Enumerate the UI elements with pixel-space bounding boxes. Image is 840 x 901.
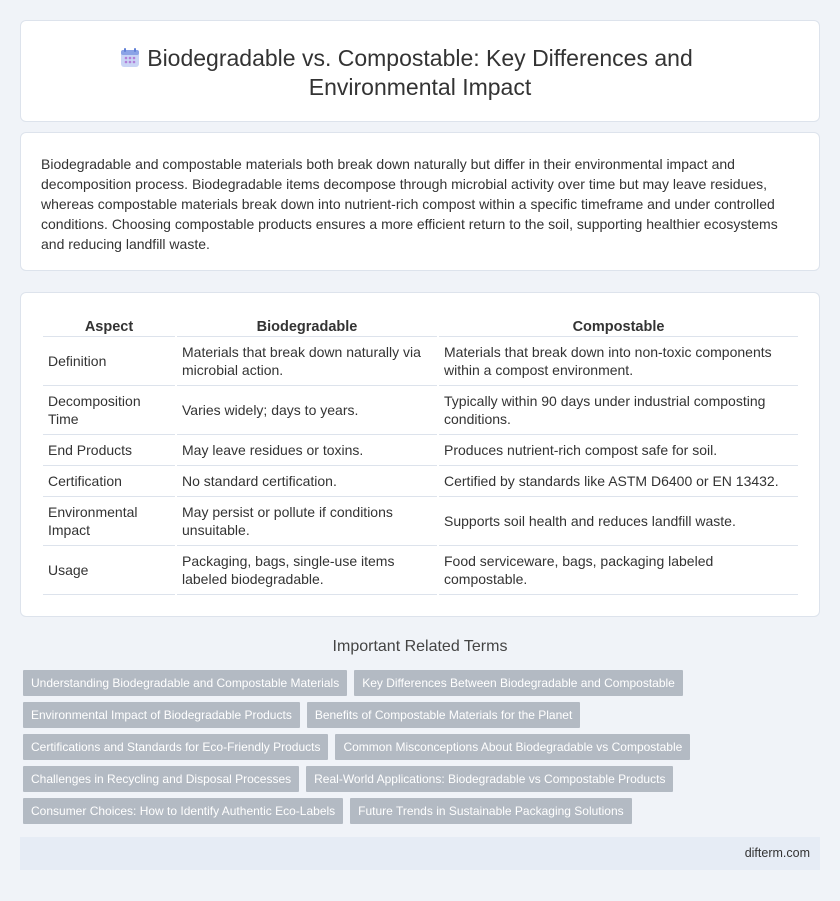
intro-card — [20, 132, 820, 271]
cell-biodegradable: May leave residues or toxins. — [177, 435, 437, 466]
intro-paragraph: Biodegradable and compostable materials both break down naturally but differ in their environmental impact and decomposition process. Biodegradable items decompose through microbial activity over time but may leave residues, whereas compostable materials break down into nutrient-rich compost within a specific timeframe and under controlled conditions. Choosing compostable products ensures a more efficient return to the soil, supporting healthier ecosystems and reducing landfill waste. — [41, 156, 778, 252]
table-row — [43, 546, 798, 595]
page-title-line2: Environmental Impact — [308, 74, 532, 100]
table-row — [43, 386, 798, 435]
related-term-tag[interactable]: Common Misconceptions About Biodegradable vs Compostable — [335, 734, 690, 760]
table-row — [43, 497, 798, 546]
related-term-tag[interactable]: Environmental Impact of Biodegradable Products — [23, 702, 300, 728]
tag-row — [23, 670, 813, 696]
cell-compostable: Typically within 90 days under industrial composting conditions. — [439, 386, 798, 435]
related-term-tag[interactable]: Understanding Biodegradable and Compostable Materials — [23, 670, 347, 696]
table-row — [43, 337, 798, 386]
page-title-line1: Biodegradable vs. Compostable: Key Differences and — [147, 45, 693, 71]
related-term-tag[interactable]: Consumer Choices: How to Identify Authentic Eco-Labels — [23, 798, 343, 824]
table-row — [43, 435, 798, 466]
related-term-tag[interactable]: Certifications and Standards for Eco-Friendly Products — [23, 734, 328, 760]
header-biodegradable: Biodegradable — [177, 313, 437, 337]
related-term-tag[interactable]: Challenges in Recycling and Disposal Processes — [23, 766, 299, 792]
related-terms-tags — [23, 670, 813, 830]
tag-row — [23, 798, 813, 824]
cell-biodegradable: Varies widely; days to years. — [177, 386, 437, 435]
cell-compostable: Supports soil health and reduces landfill waste. — [439, 497, 798, 546]
cell-compostable: Food serviceware, bags, packaging labeled compostable. — [439, 546, 798, 595]
cell-biodegradable: May persist or pollute if conditions unsuitable. — [177, 497, 437, 546]
cell-aspect: Certification — [43, 466, 175, 497]
cell-compostable: Produces nutrient-rich compost safe for soil. — [439, 435, 798, 466]
table-row — [43, 466, 798, 497]
comparison-table — [41, 313, 800, 595]
header-compostable: Compostable — [439, 313, 798, 337]
cell-biodegradable: No standard certification. — [177, 466, 437, 497]
cell-compostable: Certified by standards like ASTM D6400 or EN 13432. — [439, 466, 798, 497]
cell-aspect: End Products — [43, 435, 175, 466]
tag-row — [23, 702, 813, 728]
tag-row — [23, 766, 813, 792]
tag-row — [23, 734, 813, 760]
related-term-tag[interactable]: Benefits of Compostable Materials for the Planet — [307, 702, 580, 728]
page-title — [21, 44, 819, 102]
related-term-tag[interactable]: Real-World Applications: Biodegradable vs Compostable Products — [306, 766, 673, 792]
footer — [20, 837, 820, 870]
cell-compostable: Materials that break down into non-toxic components within a compost environment. — [439, 337, 798, 386]
cell-aspect: Decomposition Time — [43, 386, 175, 435]
cell-aspect: Usage — [43, 546, 175, 595]
table-header-row — [43, 313, 798, 337]
related-term-tag[interactable]: Key Differences Between Biodegradable and Compostable — [354, 670, 683, 696]
related-terms-heading: Important Related Terms — [332, 638, 508, 655]
cell-aspect: Definition — [43, 337, 175, 386]
cell-biodegradable: Packaging, bags, single-use items labeled biodegradable. — [177, 546, 437, 595]
cell-aspect: Environmental Impact — [43, 497, 175, 546]
footer-site-link[interactable]: difterm.com — [744, 846, 810, 860]
cell-biodegradable: Materials that break down naturally via microbial action. — [177, 337, 437, 386]
comparison-table-card — [20, 292, 820, 617]
title-card — [20, 20, 820, 122]
related-term-tag[interactable]: Future Trends in Sustainable Packaging Solutions — [350, 798, 632, 824]
header-aspect: Aspect — [43, 313, 175, 337]
